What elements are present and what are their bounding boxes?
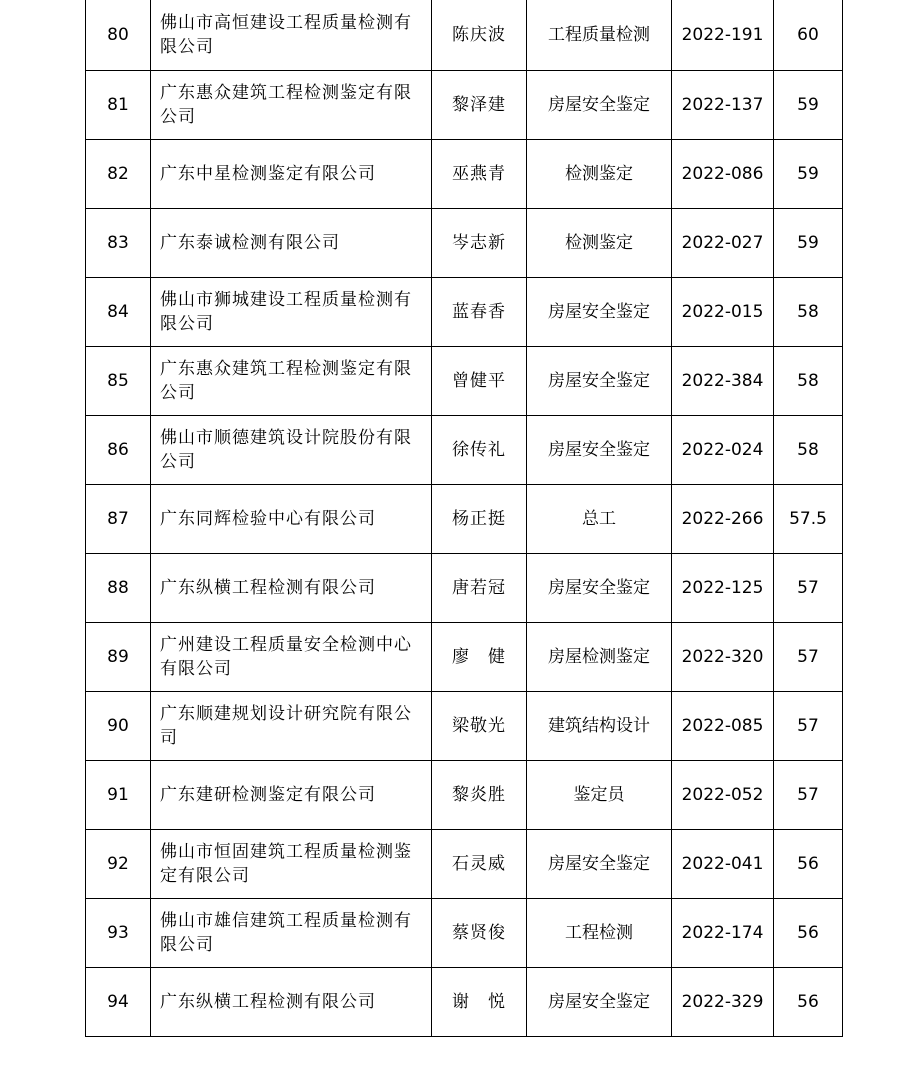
row-number-cell: 87	[86, 485, 151, 554]
person-name-cell: 岑志新	[432, 209, 527, 278]
score-cell: 57	[774, 623, 843, 692]
table-row	[86, 761, 843, 830]
table-row	[86, 0, 843, 71]
position-cell: 房屋安全鉴定	[527, 968, 672, 1037]
company-name-cell: 广东同辉检验中心有限公司	[151, 485, 432, 554]
row-number-cell: 88	[86, 554, 151, 623]
certificate-number-cell: 2022-052	[672, 761, 774, 830]
person-name-cell: 黎泽建	[432, 71, 527, 140]
company-name-cell: 广东顺建规划设计研究院有限公司	[151, 692, 432, 761]
table-row	[86, 347, 843, 416]
certificate-number-cell: 2022-024	[672, 416, 774, 485]
score-cell: 57	[774, 692, 843, 761]
certificate-number-cell: 2022-041	[672, 830, 774, 899]
position-cell: 房屋安全鉴定	[527, 416, 672, 485]
position-cell: 房屋安全鉴定	[527, 554, 672, 623]
score-cell: 56	[774, 899, 843, 968]
roster-table-body	[86, 0, 843, 1037]
certificate-number-cell: 2022-384	[672, 347, 774, 416]
position-cell: 工程检测	[527, 899, 672, 968]
person-name-cell: 陈庆波	[432, 0, 527, 71]
company-name-cell: 佛山市顺德建筑设计院股份有限公司	[151, 416, 432, 485]
row-number-cell: 92	[86, 830, 151, 899]
position-cell: 工程质量检测	[527, 0, 672, 71]
score-cell: 56	[774, 968, 843, 1037]
company-name-cell: 广东泰诚检测有限公司	[151, 209, 432, 278]
certificate-number-cell: 2022-329	[672, 968, 774, 1037]
table-row	[86, 692, 843, 761]
table-row	[86, 416, 843, 485]
person-name-cell: 谢 悦	[432, 968, 527, 1037]
company-name-cell: 广州建设工程质量安全检测中心有限公司	[151, 623, 432, 692]
company-name-cell: 广东纵横工程检测有限公司	[151, 968, 432, 1037]
table-row	[86, 140, 843, 209]
position-cell: 房屋安全鉴定	[527, 347, 672, 416]
row-number-cell: 93	[86, 899, 151, 968]
row-number-cell: 86	[86, 416, 151, 485]
position-cell: 检测鉴定	[527, 209, 672, 278]
person-name-cell: 唐若冠	[432, 554, 527, 623]
person-name-cell: 廖 健	[432, 623, 527, 692]
table-row	[86, 623, 843, 692]
position-cell: 房屋安全鉴定	[527, 830, 672, 899]
certificate-number-cell: 2022-015	[672, 278, 774, 347]
certificate-number-cell: 2022-174	[672, 899, 774, 968]
score-cell: 60	[774, 0, 843, 71]
table-row	[86, 968, 843, 1037]
table-row	[86, 485, 843, 554]
company-name-cell: 广东建研检测鉴定有限公司	[151, 761, 432, 830]
row-number-cell: 85	[86, 347, 151, 416]
row-number-cell: 90	[86, 692, 151, 761]
table-row	[86, 71, 843, 140]
position-cell: 建筑结构设计	[527, 692, 672, 761]
certificate-number-cell: 2022-191	[672, 0, 774, 71]
row-number-cell: 94	[86, 968, 151, 1037]
person-name-cell: 黎炎胜	[432, 761, 527, 830]
person-name-cell: 蔡贤俊	[432, 899, 527, 968]
person-name-cell: 蓝春香	[432, 278, 527, 347]
certificate-number-cell: 2022-320	[672, 623, 774, 692]
company-name-cell: 佛山市高恒建设工程质量检测有限公司	[151, 0, 432, 71]
position-cell: 房屋检测鉴定	[527, 623, 672, 692]
table-row	[86, 830, 843, 899]
company-name-cell: 广东惠众建筑工程检测鉴定有限公司	[151, 347, 432, 416]
certificate-number-cell: 2022-266	[672, 485, 774, 554]
score-cell: 59	[774, 71, 843, 140]
row-number-cell: 81	[86, 71, 151, 140]
table-row	[86, 554, 843, 623]
table-row	[86, 899, 843, 968]
table-row	[86, 278, 843, 347]
position-cell: 检测鉴定	[527, 140, 672, 209]
row-number-cell: 82	[86, 140, 151, 209]
position-cell: 鉴定员	[527, 761, 672, 830]
certificate-number-cell: 2022-027	[672, 209, 774, 278]
score-cell: 57.5	[774, 485, 843, 554]
roster-table	[85, 0, 843, 1037]
score-cell: 57	[774, 761, 843, 830]
certificate-number-cell: 2022-125	[672, 554, 774, 623]
row-number-cell: 84	[86, 278, 151, 347]
company-name-cell: 广东惠众建筑工程检测鉴定有限公司	[151, 71, 432, 140]
company-name-cell: 广东中星检测鉴定有限公司	[151, 140, 432, 209]
table-row	[86, 209, 843, 278]
row-number-cell: 89	[86, 623, 151, 692]
score-cell: 58	[774, 278, 843, 347]
person-name-cell: 曾健平	[432, 347, 527, 416]
row-number-cell: 91	[86, 761, 151, 830]
person-name-cell: 巫燕青	[432, 140, 527, 209]
score-cell: 58	[774, 347, 843, 416]
company-name-cell: 佛山市恒固建筑工程质量检测鉴定有限公司	[151, 830, 432, 899]
person-name-cell: 石灵威	[432, 830, 527, 899]
score-cell: 58	[774, 416, 843, 485]
person-name-cell: 徐传礼	[432, 416, 527, 485]
certificate-number-cell: 2022-137	[672, 71, 774, 140]
person-name-cell: 杨正挺	[432, 485, 527, 554]
certificate-number-cell: 2022-085	[672, 692, 774, 761]
score-cell: 59	[774, 209, 843, 278]
company-name-cell: 广东纵横工程检测有限公司	[151, 554, 432, 623]
company-name-cell: 佛山市雄信建筑工程质量检测有限公司	[151, 899, 432, 968]
person-name-cell: 梁敬光	[432, 692, 527, 761]
score-cell: 57	[774, 554, 843, 623]
certificate-number-cell: 2022-086	[672, 140, 774, 209]
score-cell: 59	[774, 140, 843, 209]
row-number-cell: 80	[86, 0, 151, 71]
position-cell: 房屋安全鉴定	[527, 278, 672, 347]
score-cell: 56	[774, 830, 843, 899]
company-name-cell: 佛山市狮城建设工程质量检测有限公司	[151, 278, 432, 347]
position-cell: 房屋安全鉴定	[527, 71, 672, 140]
row-number-cell: 83	[86, 209, 151, 278]
position-cell: 总工	[527, 485, 672, 554]
